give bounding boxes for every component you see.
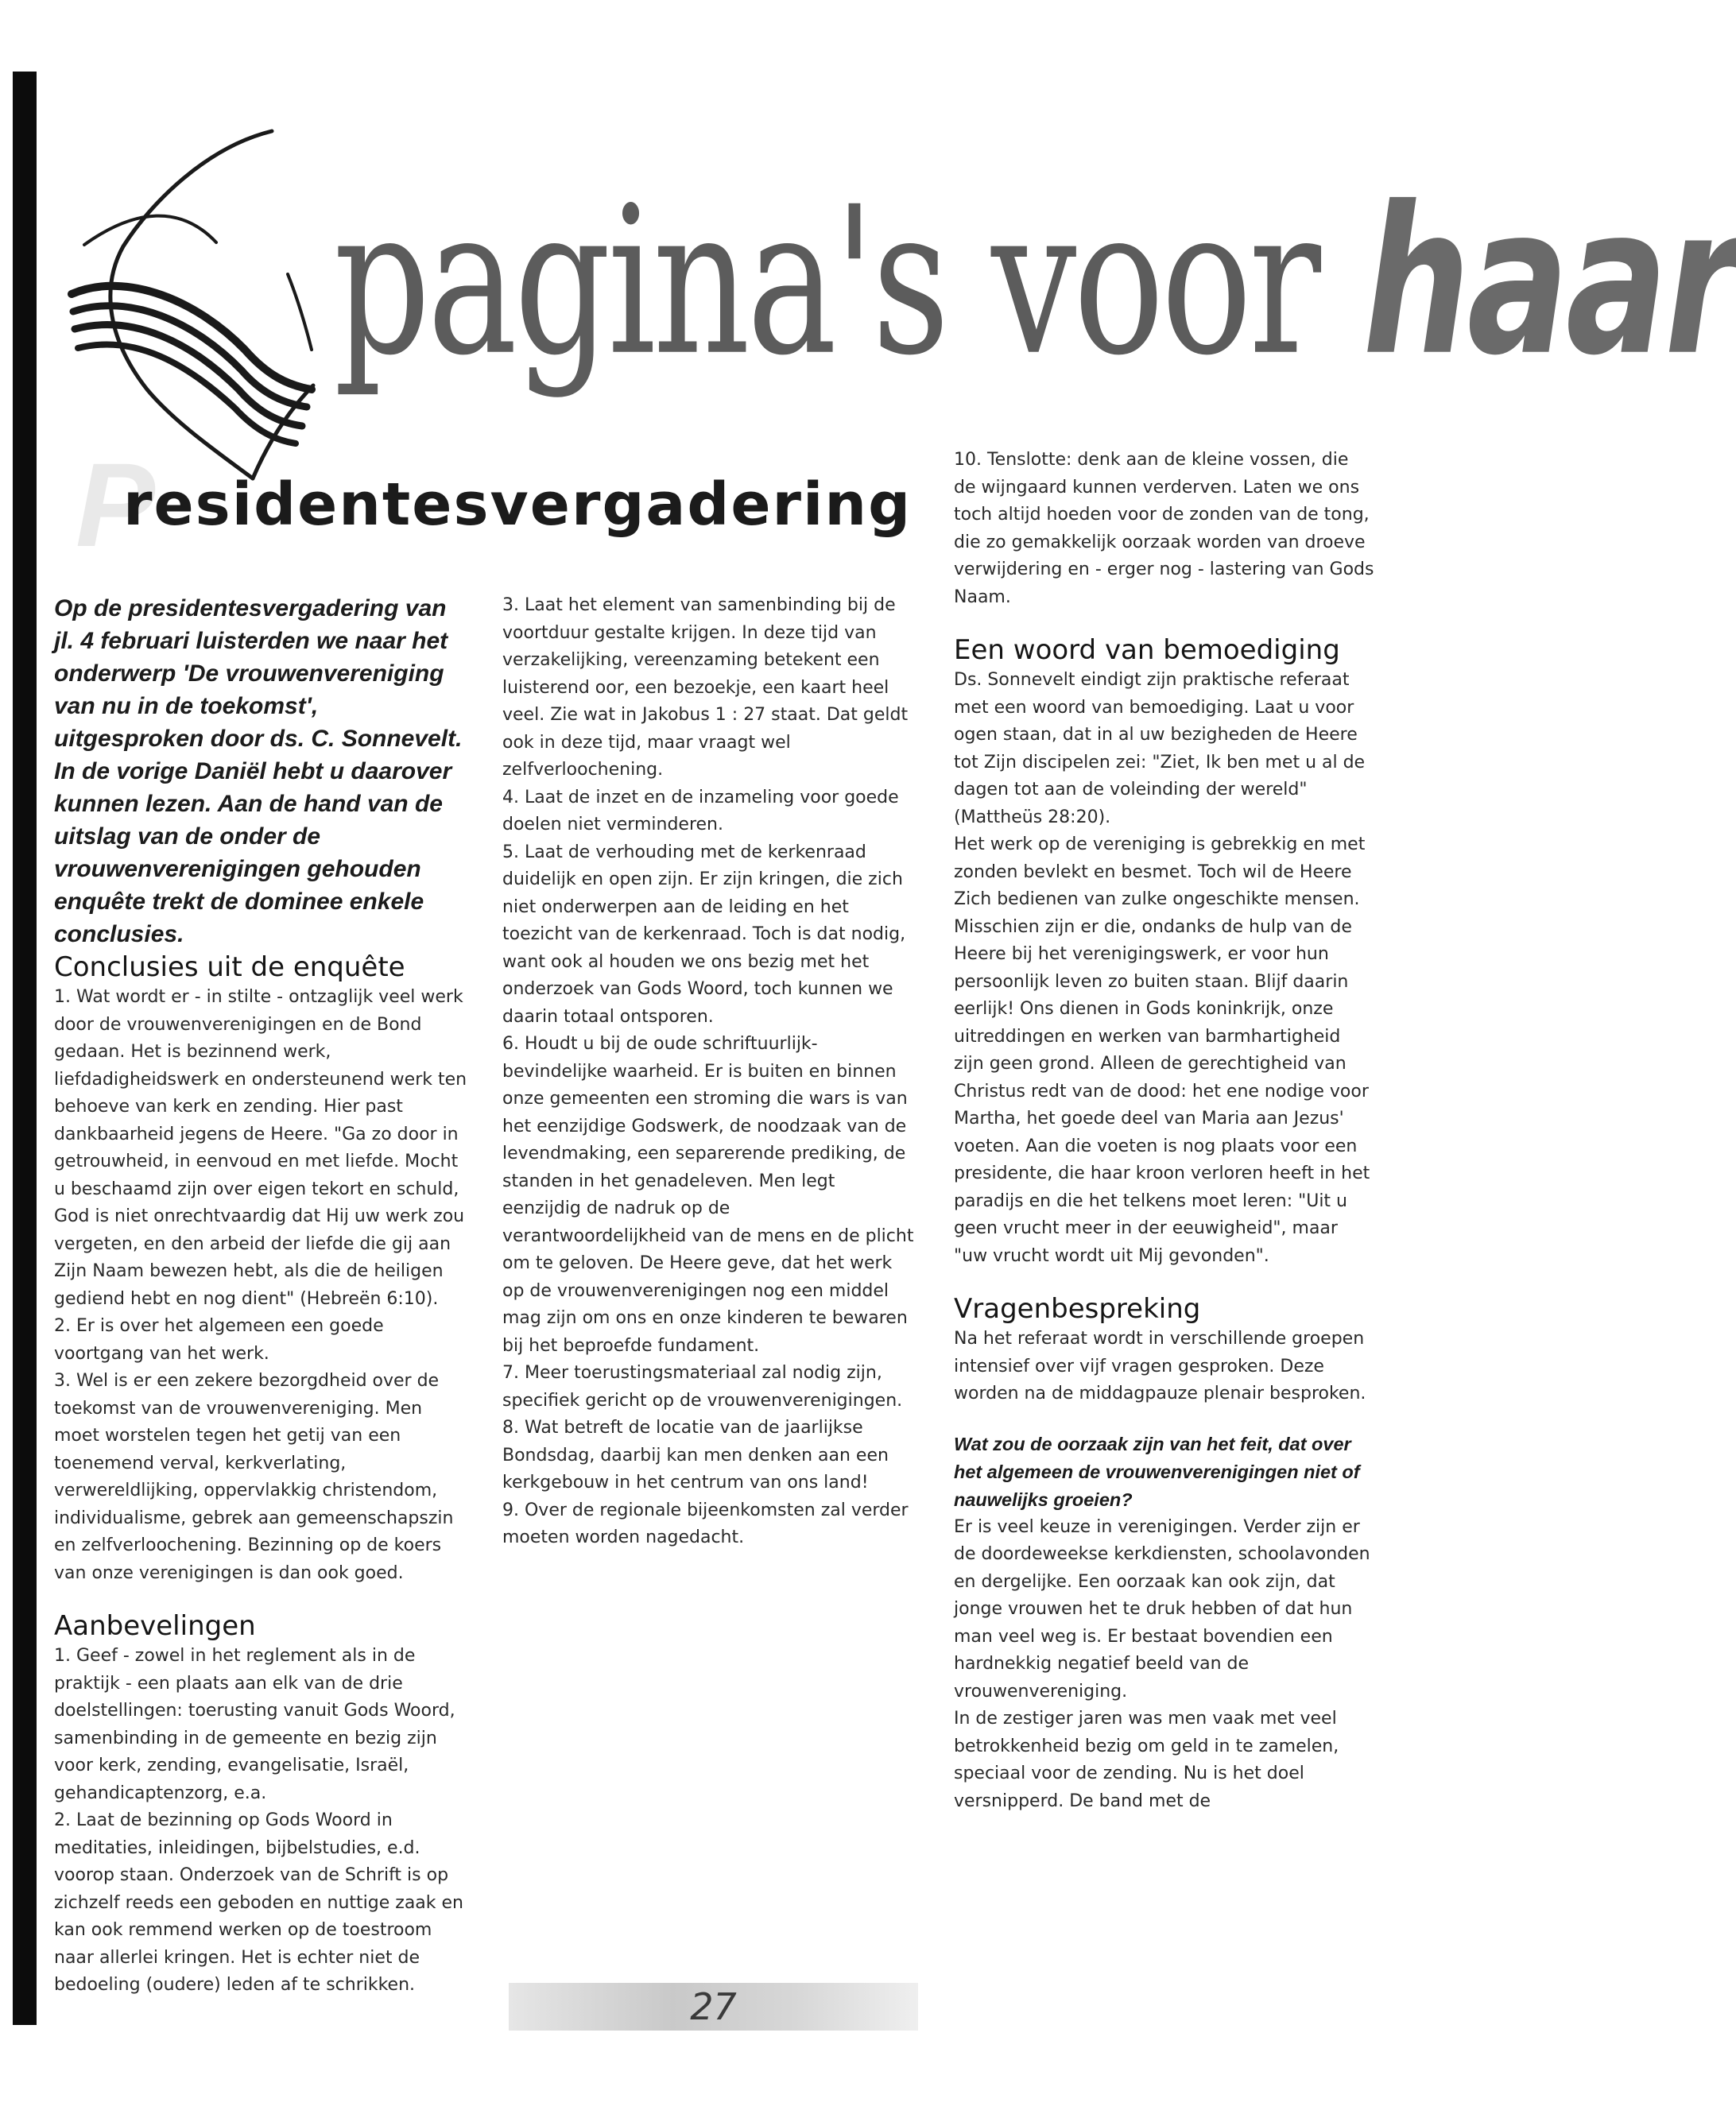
page-number-box — [509, 1983, 918, 2031]
title-text: residentesvergadering — [123, 470, 913, 539]
discussion-paragraph: In de zestiger jaren was men vaak met veel betrokkenheid bezig om geld in te zamelen, speciaal voor de zending. Nu is het doel versnipperd. De band met de — [954, 1709, 1339, 1811]
conclusion-item: 2. Er is over het algemeen een goede voortgang van het werk. — [54, 1316, 384, 1364]
conclusion-item: 1. Wat wordt er - in stilte - ontzaglijk veel werk door de vrouwenverenigingen en de Bond gedaan. Het is bezinnend werk, liefdadigheidswerk en ondersteunend werk ten behoeve van kerk en zending. Hier past dankbaarheid jegens de Heere. "Ga zo door in getrouwheid, in eenvoud en met liefde. Mocht u beschaamd zijn over eigen tekort en schuld, God is niet onrechtvaardig dat Hij uw werk zou vergeten, en den arbeid der liefde die gij aan Zijn Naam bewezen hebt, als die de heiligen gediend hebt en nog dient" (Hebreën 6:10). — [54, 987, 467, 1309]
discussion-paragraph: Na het referaat wordt in verschillende groepen intensief over vijf vragen gesproken. Deze worden na de middagpauze plenair besproken. — [954, 1329, 1366, 1404]
encouragement-paragraph: Ds. Sonnevelt eindigt zijn praktische referaat met een woord van bemoediging. Laat u voor ogen staan, dat in al uw bezigheden de Heere tot Zijn discipelen zei: "Ziet, Ik ben met u al de dagen tot aan de voleinding der wereld" (Mattheüs 28:20). — [954, 670, 1366, 827]
recommendation-item: 4. Laat de inzet en de inzameling voor goede doelen niet verminderen. — [502, 787, 899, 834]
article-lead: Op de presidentesvergadering van jl. 4 februari luisterden we naar het onderwerp 'De vrouwenvereniging van nu in de toekomst', uitgesproken door ds. C. Sonnevelt. In de vorige Daniël hebt u daarover kunnen lezen. Aan de hand van de uitslag van de onder de vrouwenverenigingen gehouden enquête trekt de dominee enkele conclusies. — [54, 595, 463, 947]
heading-encouragement: Een woord van bemoediging — [954, 634, 1340, 666]
recommendation-item: 5. Laat de verhouding met de kerkenraad duidelijk en open zijn. Er zijn kringen, die zich niet onderwerpen aan de leiding en het toezicht van de kerkenraad. Toch is dat nodig, want ook al houden we ons bezig met het onderzoek van Gods Woord, toch kunnen we daarin totaal ontsporen. — [502, 842, 906, 1027]
discussion-paragraph: Er is veel keuze in verenigingen. Verder zijn er de doordeweekse kerkdiensten, schoolavonden en dergelijke. Een oorzaak kan ook zijn, dat jonge vrouwen het te druk hebben of dat hun man veel weg is. Er bestaat bovendien een hardnekkig negatief beeld van de vrouwenvereniging. — [954, 1516, 1370, 1702]
encouragement-paragraph: Het werk op de vereniging is gebrekkig en met zonden bevlekt en besmet. Toch wil de Heere Zich bedienen van zulke ongeschikte mensen. Misschien zijn er die, ondanks de hulp van de Heere bij het verenigingswerk, er voor hun persoonlijk leven zo buiten staan. Blijf daarin eerlijk! Ons dienen in Gods koninkrijk, onze uitreddingen en werken van barmhartigheid zijn geen grond. Alleen de gerechtigheid van Christus redt van de dood: het ene nodige voor Martha, het goede deel van Maria aan Jezus' voeten. Aan die voeten is nog plaats voor een presidente, die haar kroon verloren heeft in het paradijs en die het telkens moet leren: "Uit u geen vrucht meer in der eeuwigheid", maar "uw vrucht wordt uit Mij gevonden". — [954, 834, 1370, 1266]
heading-conclusions: Conclusies uit de enquête — [54, 951, 405, 983]
open-book-icon — [48, 111, 358, 485]
heading-recommendations: Aanbevelingen — [54, 1610, 256, 1642]
conclusion-item: 3. Wel is er een zekere bezorgdheid over de toekomst van de vrouwenvereniging. Men moet worstelen tegen het getij van een toenemend verval, kerkverlating, verwereldlijking, oppervlakkig christendom, individualisme, gebrek aan gemeenschapszin en zelfverloochening. Bezinning op de koers van onze verenigingen is dan ook goed. — [54, 1371, 454, 1583]
recommendation-item: 6. Houdt u bij de oude schriftuurlijk-bevindelijke waarheid. Er is buiten en binnen onze gemeenten een stroming die wars is van het eenzijdige Godswerk, de noodzaak van de levendmaking, een separerende prediking, de standen in het genadeleven. Men legt eenzijdig de nadruk op de verantwoordelijkheid van de mens en de plicht om te geloven. De Heere geve, dat het werk op de vrouwenverenigingen nog een middel mag zijn om ons en onze kinderen te bewaren bij het beproefde fundament. — [502, 1034, 914, 1356]
recommendation-item: 3. Laat het element van samenbinding bij de voortduur gestalte krijgen. In deze tijd van verzakelijking, vereenzaming betekent een luisterend oor, een bezoekje, een kaart heel veel. Zie wat in Jakobus 1 : 27 staat. Dat geldt ook in deze tijd, maar vraagt wel zelfverloochening. — [502, 595, 909, 780]
column-right — [954, 447, 1375, 1815]
column-middle — [502, 592, 917, 1552]
article-title — [76, 438, 918, 571]
title-drop-initial: P — [76, 438, 156, 571]
recommendation-item: 2. Laat de bezinning op Gods Woord in meditaties, inleidingen, bijbelstudies, e.d. voorop staan. Onderzoek van de Schrift is op zichzelf reeds een geboden en nuttige zaak en kan ook remmend werken op de toestroom naar allerlei kringen. Het is echter niet de bedoeling (oudere) leden af te schrikken. — [54, 1810, 463, 1995]
recommendation-item: 10. Tenslotte: denk aan de kleine vossen, die de wijngaard kunnen verderven. Laten we ons toch altijd hoeden voor de zonden van de tong, die zo gemakkelijk oorzaak worden van droeve verwijdering en - erger nog - lastering van Gods Naam. — [954, 450, 1374, 607]
recommendation-item: 7. Meer toerustingsmateriaal zal nodig zijn, specifiek gericht op de vrouwenverenigingen. 8. Wat betreft de locatie van de jaarlijkse Bondsdag, daarbij kan men denken aan een kerkgebouw in het centrum van ons land! — [502, 1363, 903, 1493]
masthead-accent: haar — [1362, 163, 1736, 401]
recommendation-item: 1. Geef - zowel in het reglement als in de praktijk - een plaats aan elk van de drie doelstellingen: toerusting vanuit Gods Woord, samenbinding in de gemeente en bezig zijn voor kerk, zending, evangelisatie, Israël, gehandicaptenzorg, e.a. — [54, 1646, 455, 1803]
heading-discussion: Vragenbespreking — [954, 1293, 1201, 1325]
masthead-title: pagina's voor haar — [334, 163, 1736, 401]
recommendation-item: 9. Over de regionale bijeenkomsten zal verder moeten worden nagedacht. — [502, 1500, 909, 1547]
page-edge-bar — [13, 72, 37, 2025]
page-number: 27 — [690, 1985, 737, 2028]
column-left — [54, 592, 467, 2000]
discussion-question: Wat zou de oorzaak zijn van het feit, dat over het algemeen de vrouwenverenigingen niet of nauwelijks groeien? — [954, 1433, 1360, 1510]
